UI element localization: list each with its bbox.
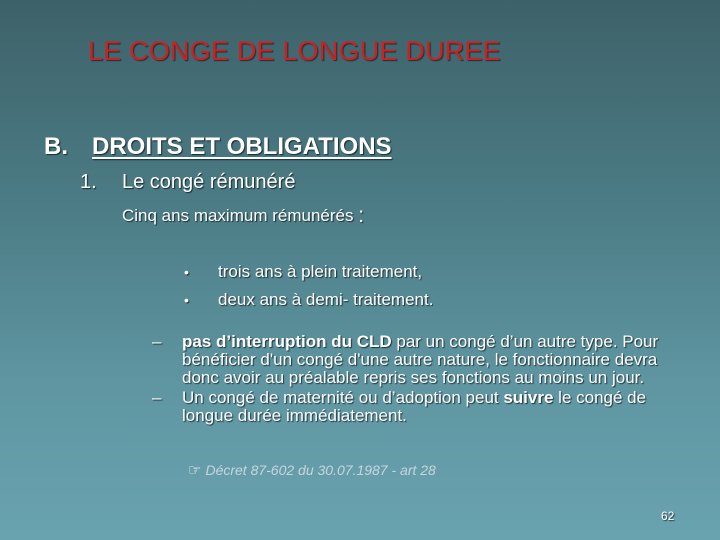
bullet-marker: • <box>184 292 189 308</box>
item-text: Un congé de maternité ou d’adoption peut <box>182 388 504 407</box>
emphasis-text: pas d’interruption du CLD <box>182 332 392 351</box>
dash-marker: – <box>152 332 162 351</box>
reference-note <box>188 461 436 479</box>
subsection-heading <box>80 171 295 194</box>
subsection-text: Le congé rémunéré <box>122 171 296 193</box>
bullet-text: deux ans à demi- traitement. <box>218 290 434 309</box>
item-text: par un congé d’un autre type. Pour bénéficier d'un congé d'une autre nature, le fonctionnaire devra donc avoir au préalable repris ses fonctions au moins un jour. <box>182 332 659 387</box>
dash-marker: – <box>152 388 162 407</box>
bullet-list <box>184 258 433 314</box>
section-text: DROITS ET OBLIGATIONS <box>92 133 392 160</box>
intro-line <box>122 204 364 228</box>
page-number: 62 <box>661 509 675 523</box>
list-item <box>184 258 433 286</box>
reference-text: Décret 87-602 du 30.07.1987 - art 28 <box>205 462 436 478</box>
section-heading <box>44 133 392 161</box>
subsection-number: 1. <box>80 171 97 193</box>
hand-pointing-icon: ☞ <box>188 462 202 479</box>
intro-text: Cinq ans maximum rémunérés <box>122 206 354 225</box>
bullet-text: trois ans à plein traitement, <box>218 262 423 281</box>
section-number: B. <box>44 133 68 160</box>
slide-title: LE CONGE DE LONGUE DUREE <box>88 36 501 66</box>
intro-colon: : <box>358 204 365 227</box>
list-item <box>184 286 433 314</box>
dash-list <box>152 333 682 427</box>
list-item <box>152 389 682 425</box>
item-text: le congé de longue durée immédiatement. <box>182 388 647 425</box>
emphasis-text: suivre <box>503 388 554 407</box>
bullet-marker: • <box>184 264 189 280</box>
list-item <box>152 333 682 387</box>
